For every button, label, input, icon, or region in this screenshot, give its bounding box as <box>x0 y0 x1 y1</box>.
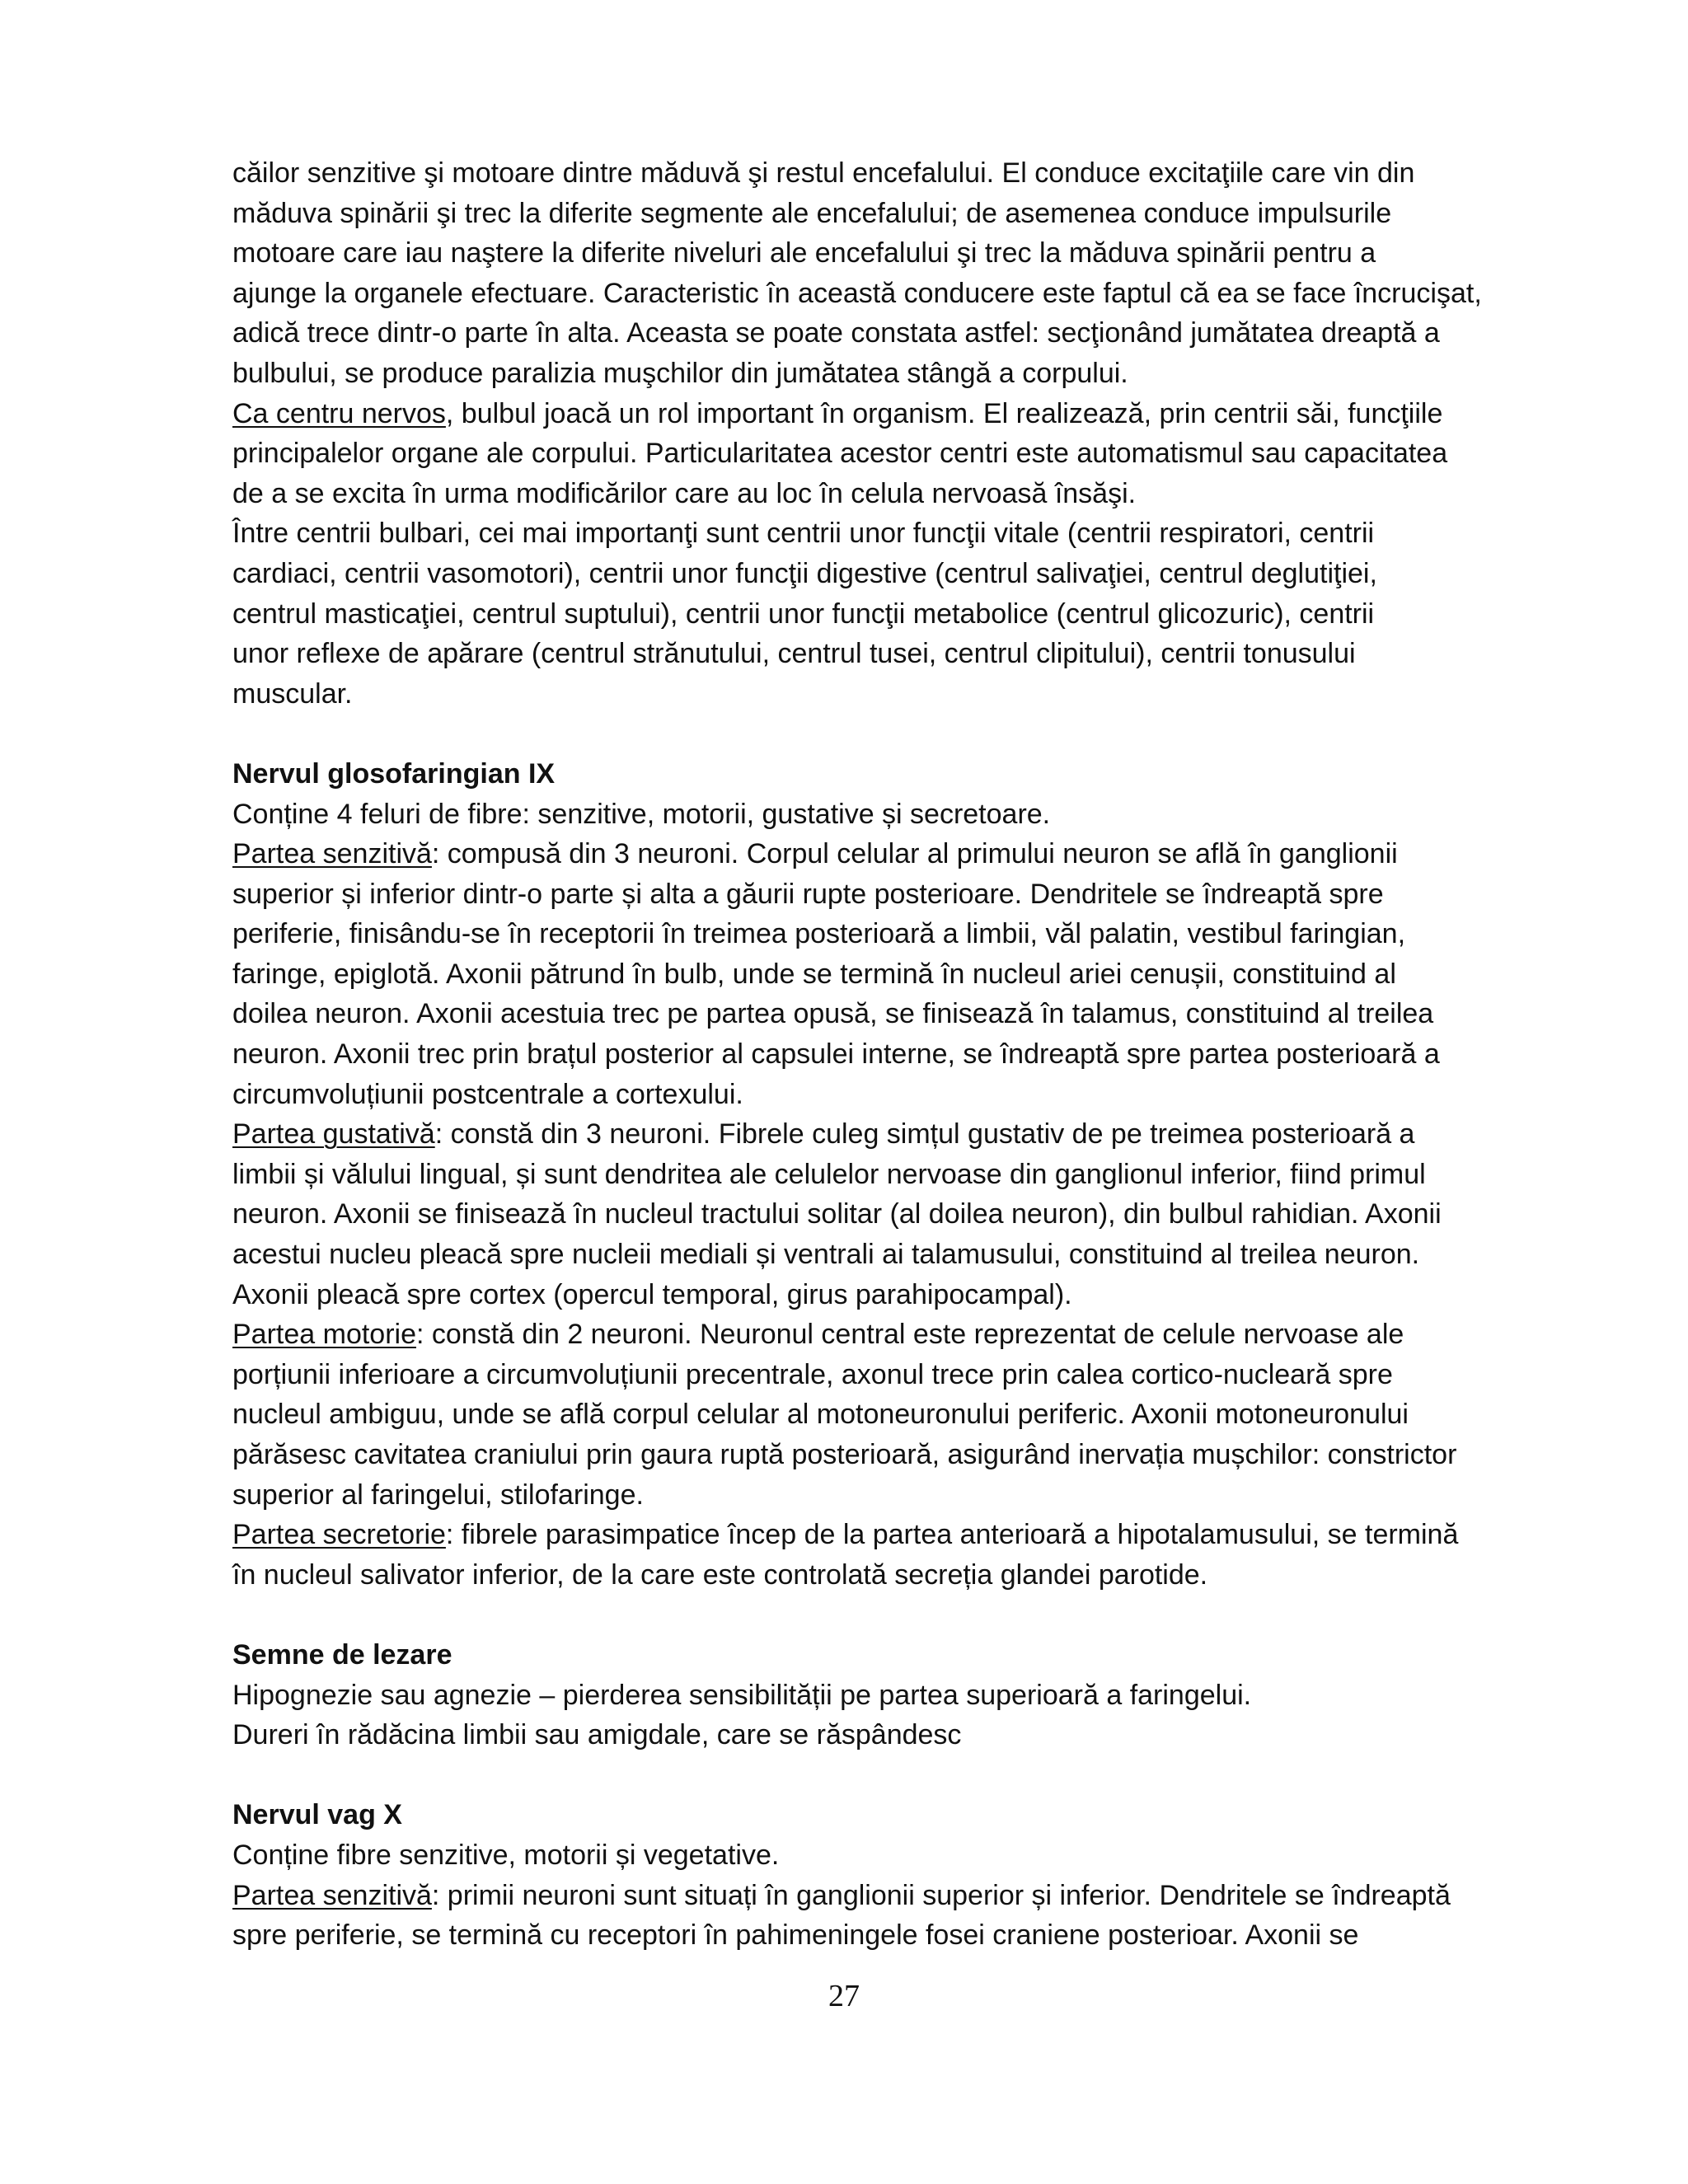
text-line: acestui nucleu pleacă spre nucleii mediali și ventrali ai talamusului, constituind al treilea neuron. <box>232 1239 1420 1271</box>
text-line: limbii și vălului lingual, și sunt dendritea ale celulelor nervoase din ganglionul inferior, fiind primul <box>232 1158 1426 1190</box>
text-line <box>232 834 1568 874</box>
line-text: : constă din 3 neuroni. Fibrele culeg simțul gustativ de pe treimea posterioară a <box>434 1118 1415 1151</box>
text-line: principalelor organe ale corpului. Particularitatea acestor centri este automatismul sau capacitatea <box>232 438 1448 470</box>
text-line: motoare care iau naştere la diferite niveluri ale encefalului şi trec la măduva spinării pentru a <box>232 237 1376 269</box>
text-line: Hipognezie sau agnezie – pierderea sensibilității pe partea superioară a faringelui. <box>232 1679 1252 1711</box>
paragraph-gap <box>232 1595 1568 1635</box>
paragraph-gap <box>232 714 1568 754</box>
text-line: faringe, epiglotă. Axonii pătrund în bulb, unde se termină în nucleul ariei cenușii, constituind al <box>232 958 1396 990</box>
underlined-term: Partea senzitivă <box>232 1879 432 1911</box>
text-line: Conține 4 feluri de fibre: senzitive, motorii, gustative și secretoare. <box>232 798 1051 830</box>
text-line: părăsesc cavitatea craniului prin gaura ruptă posterioară, asigurând inervația mușchilor: constrictor <box>232 1439 1457 1470</box>
text-line: Dureri în rădăcina limbii sau amigdale, care se răspândesc <box>232 1719 962 1751</box>
text-line <box>232 394 1568 434</box>
underlined-term: Partea senzitivă <box>232 838 432 870</box>
text-line: neuron. Axonii se finisează în nucleul tractului solitar (al doilea neuron), din bulbul rahidian. Axonii <box>232 1198 1442 1230</box>
section-heading: Nervul glosofaringian IX <box>232 757 556 790</box>
text-line: superior și inferior dintr-o parte și alta a găurii rupte posterioare. Dendritele se îndreaptă spre <box>232 878 1384 910</box>
underlined-term: Partea secretorie <box>232 1519 446 1551</box>
line-text: : fibrele parasimpatice încep de la partea anterioară a hipotalamusului, se termină <box>445 1519 1459 1551</box>
text-line <box>232 1876 1568 1916</box>
text-line: porțiunii inferioare a circumvoluțiunii precentrale, axonul trece prin calea cortico-nucleară spre <box>232 1358 1393 1390</box>
text-line: măduva spinării şi trec la diferite segmente ale encefalului; de asemenea conduce impulsurile <box>232 197 1392 229</box>
text-line: spre periferie, se termină cu receptori în pahimeningele fosei craniene posterioar. Axonii se <box>232 1919 1359 1952</box>
text-line: Conține fibre senzitive, motorii și vegetative. <box>232 1839 780 1871</box>
text-line: Axonii pleacă spre cortex (opercul temporal, girus parahipocampal). <box>232 1278 1072 1310</box>
text-line: ajunge la organele efectuare. Caracteristic în această conducere este faptul că ea se face încrucişat, <box>232 277 1482 309</box>
text-line: adică trece dintr-o parte în alta. Aceasta se poate constata astfel: secţionând jumătatea dreaptă a <box>232 317 1440 349</box>
text-line: bulbului, se produce paralizia muşchilor din jumătatea stângă a corpului. <box>232 357 1128 389</box>
text-line: cardiaci, centrii vasomotori), centrii unor funcţii digestive (centrul salivaţiei, centrul deglutiţiei, <box>232 557 1377 589</box>
text-line: doilea neuron. Axonii acestuia trec pe partea opusă, se finisează în talamus, constituind al treilea <box>232 998 1434 1030</box>
line-text: : primii neuroni sunt situați în ganglionii superior și inferior. Dendritele se îndreaptă <box>431 1879 1451 1911</box>
text-line: neuron. Axonii trec prin brațul posterior al capsulei interne, se îndreaptă spre partea posterioară a <box>232 1038 1440 1071</box>
text-line: de a se excita în urma modificărilor care au loc în celula nervoasă însăşi. <box>232 477 1137 509</box>
text-line: superior al faringelui, stilofaringe. <box>232 1479 644 1511</box>
underlined-term: Partea gustativă <box>232 1118 435 1151</box>
underlined-term: Partea motorie <box>232 1319 416 1351</box>
page-number: 27 <box>828 1979 860 2013</box>
text-line: în nucleul salivator inferior, de la care este controlată secreția glandei parotide. <box>232 1558 1208 1591</box>
text-line: căilor senzitive şi motoare dintre măduvă şi restul encefalului. El conduce excitaţiile care vin din <box>232 157 1415 189</box>
text-line: unor reflexe de apărare (centrul strănutului, centrul tusei, centrul clipitului), centrii tonusului <box>232 638 1356 670</box>
underlined-term: Ca centru nervos <box>232 397 446 429</box>
line-text: , bulbul joacă un rol important în organism. El realizează, prin centrii săi, funcţiile <box>445 397 1443 429</box>
text-line: muscular. <box>232 677 353 710</box>
text-line: circumvoluțiunii postcentrale a cortexului. <box>232 1078 743 1110</box>
section-heading: Semne de lezare <box>232 1638 452 1671</box>
text-line <box>232 1114 1568 1155</box>
text-line: nucleul ambiguu, unde se află corpul celular al motoneuronului periferic. Axonii motoneuronului <box>232 1399 1409 1431</box>
page-body <box>232 153 1568 1956</box>
text-line <box>232 1315 1568 1355</box>
text-line <box>232 1515 1568 1555</box>
text-line: Între centrii bulbari, cei mai importanţi sunt centrii unor funcţii vitale (centrii respiratori, centrii <box>232 518 1375 550</box>
line-text: : constă din 2 neuroni. Neuronul central este reprezentat de celule nervoase ale <box>416 1319 1404 1351</box>
paragraph-gap <box>232 1755 1568 1796</box>
text-line: periferie, finisându-se în receptorii în treimea posterioară a limbii, văl palatin, vestibul faringian, <box>232 918 1406 950</box>
line-text: : compusă din 3 neuroni. Corpul celular al primului neuron se află în ganglionii <box>431 838 1398 870</box>
section-heading: Nervul vag X <box>232 1799 402 1831</box>
text-line: centrul masticaţiei, centrul suptului), centrii unor funcţii metabolice (centrul glicozuric), centrii <box>232 598 1375 630</box>
